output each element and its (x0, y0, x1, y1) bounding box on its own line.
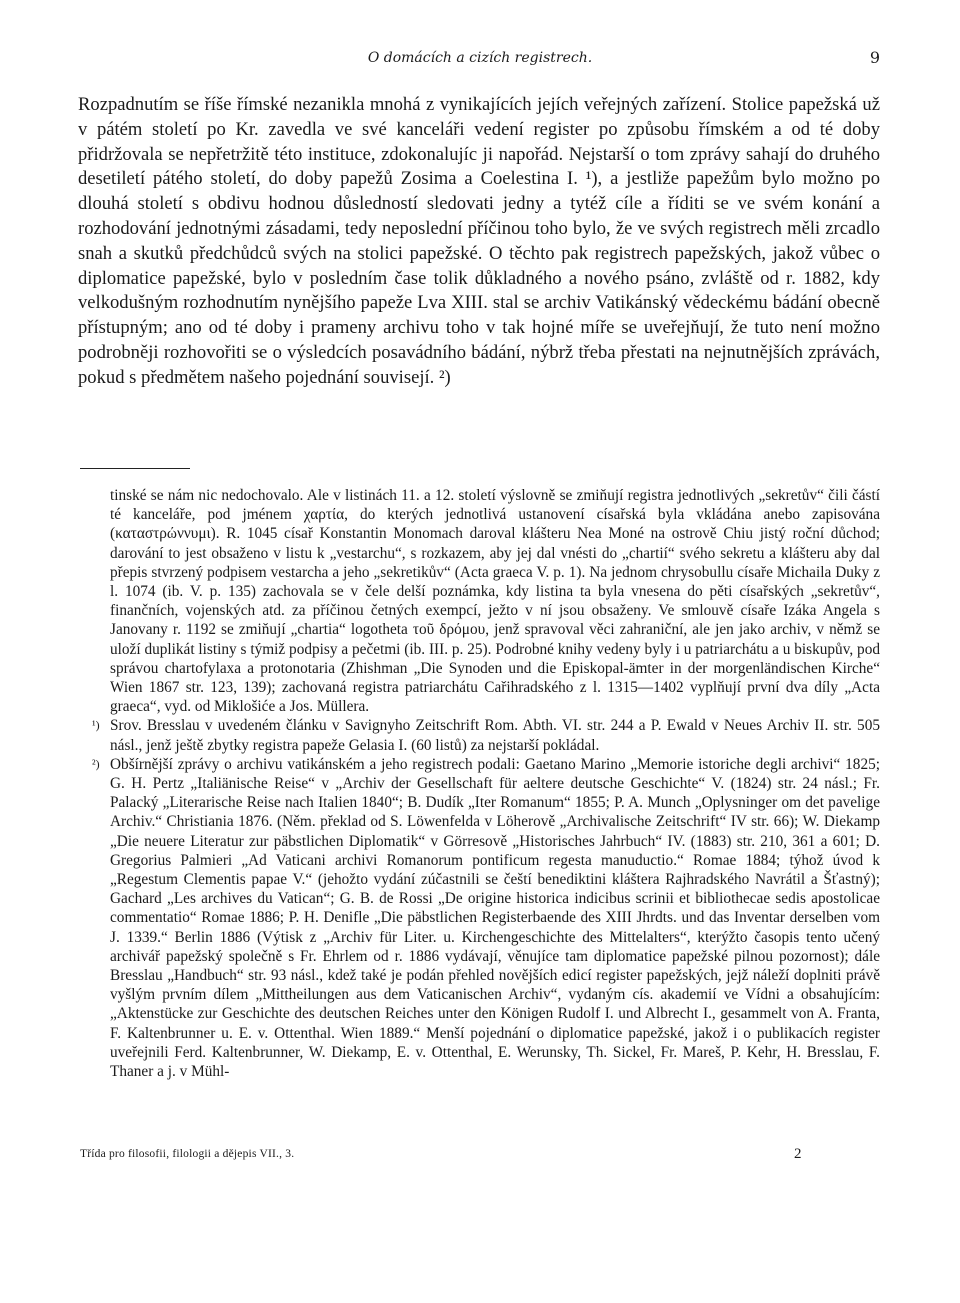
main-text (78, 93, 880, 391)
page-number: 9 (869, 48, 880, 67)
footnote-2-text: Obšírnější zprávy o archivu vatikánském a jeho registrech podali: Gaetano Marino „Memorie istoriche degli archivi“ 1825; G. H. Pertz „Italiänische Reise“ v „Archiv der Gesellschaft für aeltere deutsche Geschichte“ V. (1824) str. 24 násl.; Fr. Palacký „Literarische Reise nach Italien 1840“; B. Dudík „Iter Romanum“ 1855; P. A. Munch „Oplysninger om det pavelige Archiv.“ Christiania 1876. (Něm. překlad od S. Löwenfelda v Löherově „Archivalische Zeitschrift“ IV str. 66); W. Diekamp „Die neuere Literatur zur päbstlichen Diplomatik“ v Görresově „Historisches Jahrbuch“ IV. (1883) str. 210, 361 a 601; D. Gregorius Palmieri „Ad Vaticani archivi Romanorum pontificum regesta manuductio.“ Romae 1884; týhož úvod k „Regestum Clementis papae V.“ (jehožto vydání zúčastnili se čeští benediktini kláštera Rajhradského Navrátil a Šťastný); Gachard „Les archives du Vatican“; G. B. de Rossi „De origine historica indicibus scrinii et bibliothecae sedis apostolicae commentatio“ Romae 1886; P. H. Denifle „Die päbstlichen Registerbaende des XIII Jhrdts. und das Inventar derselben vom J. 1339.“ Berlin 1886 (Výtisk z „Archiv für Liter. u. Kirchengeschichte des Mittelalters“, kterýžto časopis tento učený archivář papežský společně s Fr. Ehrlem od r. 1886 vydávají, věnujíce tam diplomatice papežské pilnou pozornost); dále Bresslau „Handbuch“ str. 93 násl., kdež také je podán přehled novějších edicí register papežských, jejž náleží doplniti právě vyšlým prvním dílem „Mittheilungen aus dem Vaticanischen Archiv“, vydaným cís. akademií ve Vídni a obsahujícím: „Aktenstücke zur Geschichte des deutschen Reiches unter den Königen Rudolf I. und Albrecht I., gesammelt von A. Franta, F. Kaltenbrunner u. E. v. Ottenthal. Wien 1889.“ Menší pojednání o diplomatice papežské, jakož i o publikacích register uveřejnili Ferd. Kaltenbrunner, W. Diekamp, E. v. Ottenthal, E. Werunsky, Th. Sickel, Fr. Mareš, P. Kehr, H. Bresslau, F. Thaner a j. v Mühl- (110, 755, 880, 1081)
footnote-1-mark: ¹) (92, 718, 100, 733)
sheet-number: 2 (794, 1146, 802, 1162)
footnote-1 (92, 716, 880, 754)
footnote-continuation: tinské se nám nic nedochovalo. Ale v listinách 11. a 12. století výslovně se zmiňují registra jednotlivých „sekretův“ čili částí té kanceláře, pod jménem χαρτία, do kterých jednotlivá ustanovení císařská byla vkládána anebo zapisována (καταστρώννυμι). R. 1045 císař Konstantin Monomach daroval klášteru Nea Moné na ostrově Chiu jistý roční důchod; darování to jest obsaženo v listu k „vestarchu“, s rozkazem, aby jej dal vnésti do „chartií“ svého sekretu a klášteru aby dal přepis stvrzený podpisem vestarcha a jeho „sekretikův“ (Acta graeca V. p. 1). Na jednom chrysobullu císaře Michaila Duky z l. 1074 (ib. V. p. 135) zachovala se v čele delší poznámka, kdy listina ta byla vnesena do pěti císařských „sekretův“, finančních, vojenských atd. za příčinou četných exempcí, ježto v ní jsou obsaženy. Ve smlouvě císaře Izáka Angela s Janovany r. 1192 se zmiňují „chartia“ logotheta τοῦ δρόμου, jenž spravoval věci zahraniční, ale jen jako archiv, v němž se uloží duplikát listiny s týmiž podpisy a pečetmi (ib. III. p. 25). Podrobné knihy vedeny byly i u patriarchátu a u biskupův, pod správou chartofylaxa a protonotaria (Zhishman „Die Synoden und die Episkopal-ämter in der morgenländischen Kirche“ Wien 1867 str. 123, 139); zachovaná registra patriarchátu Cařihradského z l. 1315—1402 vyplňují první dva díly „Acta graeca“, vyd. od Miklošiće a Jos. Müllera. (110, 487, 880, 716)
footnote-1-text: Srov. Bresslau v uvedeném článku v Savignyho Zeitschrift Rom. Abth. VI. str. 244 a P. Ewald v Neues Archiv II. str. 505 násl., jenž ještě zbytky registra papeže Gelasia I. (60 listů) za nejstarší pokládal. (110, 717, 880, 754)
footnote-divider (80, 468, 190, 469)
footnote-2-mark: ²) (92, 756, 100, 771)
footnotes (92, 486, 880, 1081)
printer-signature: Třída pro filosofii, filologii a dějepis VII., 3. (80, 1148, 295, 1160)
footnote-2 (92, 755, 880, 1081)
page-header (80, 46, 880, 74)
main-paragraph: Rozpadnutím se říše římské nezanikla mnohá z vynikajících jejích veřejných zařízení. Stolice papežská už v pátém století po Kr. zavedla ve své kanceláři vedení register po způsobu římském a od té doby přidržovala se nepřetržitě této instituce, zdokonalujíc ji napořád. Nejstarší o tom zprávy sahají do druhého desetiletí pátého století, do doby papežů Zosima a Coelestina I. ¹), a jestliže papežům bylo možno po dlouhá století s obdivu hodnou důsledností sledovati jedny a tytéž cíle a říditi se ve svém konání a rozhodování jednotnými zásadami, tedy neposlední příčinou toho bylo, že ve svých registrech měli zrcadlo snah a skutků předchůdců svých na stolici papežské. O těchto pak registrech papežských, jakož vůbec o diplomatice papežské, bylo v posledním čase tolik důkladného a nového psáno, zvláště od r. 1882, kdy velkodušným rozhodnutím nynějšího papeže Lva XIII. stal se archiv Vatikánský vědeckému bádání obecně přístupným; ano od té doby i prameny archivu toho v tak hojné míře se uveřejňují, že tuto není možno podrobněji rozhovořiti se o výsledcích posavádního bádání, nýbrž třeba přestati na nejnutnějších zprávách, pokud s předmětem našeho pojednání souvisejí. ²) (78, 94, 880, 388)
running-title: O domácích a cizích registrech. (367, 50, 593, 66)
page-footer (80, 1146, 880, 1168)
